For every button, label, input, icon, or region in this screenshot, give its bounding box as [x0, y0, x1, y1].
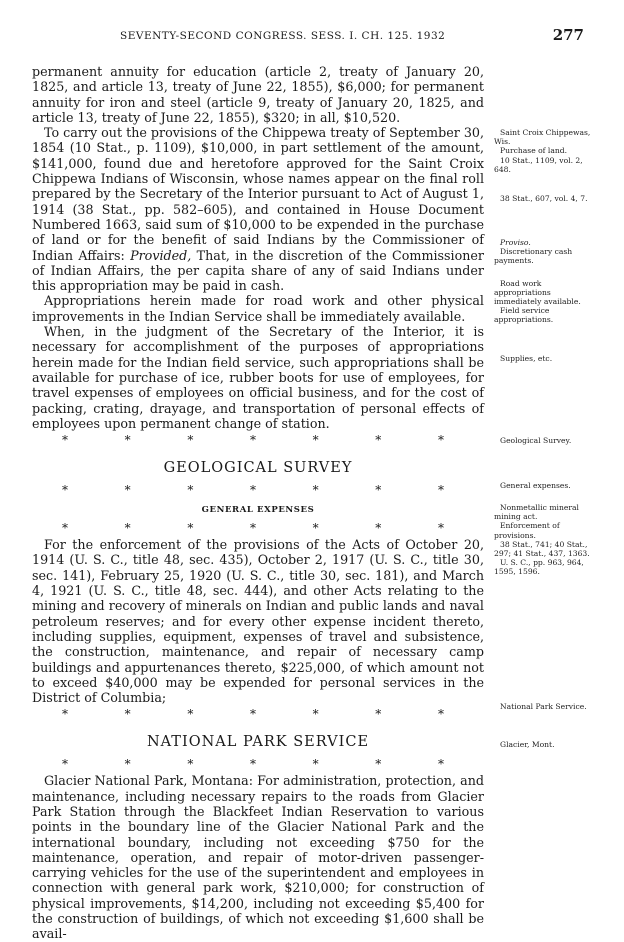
star: *	[312, 757, 319, 772]
star: *	[124, 483, 131, 498]
star: *	[437, 433, 444, 448]
margin-note-text: Supplies, etc.	[500, 354, 553, 363]
running-head: SEVENTY-SECOND CONGRESS. SESS. I. CH. 125. 1932	[120, 30, 446, 42]
margin-note-text: 38 Stat., 741; 40 Stat., 297; 41 Stat., 437, 1363.	[494, 539, 590, 559]
star: *	[124, 757, 131, 772]
margin-note-text: Saint Croix Chippewas, Wis.	[494, 128, 591, 147]
star: *	[124, 521, 131, 536]
star: *	[187, 483, 194, 498]
margin-note-text: Geological Survey.	[500, 436, 572, 445]
section-title-national-park-service: NATIONAL PARK SERVICE	[146, 734, 370, 751]
margin-note-text: National Park Service.	[500, 702, 587, 711]
star: *	[187, 433, 194, 448]
star: *	[62, 707, 68, 722]
star: *	[249, 483, 256, 498]
star: *	[249, 521, 256, 536]
margin-note-text: Glacier, Mont.	[500, 740, 555, 749]
margin-note-text: Field service appropriations.	[494, 306, 554, 325]
chippewa-text-b: That, in the discretion of the Commissioner of Indian Affairs, the per capita share of any of said Indians under this appropriation may be paid in cash.	[32, 247, 484, 294]
running-header	[0, 26, 624, 50]
paragraph-field-service: When, in the judgment of the Secretary of the Interior, it is necessary for accomplishment of the purposes of appropriations herein made for the Indian field service, such appropriations shall be available for purchase of ice, rubber boots for use of employees, for travel expenses of employees on official business, and for the cost of packing, crating, drayage, and transportation of personal effects of employees upon permanent change of station.	[32, 324, 484, 431]
star: *	[312, 521, 319, 536]
star: *	[124, 707, 131, 722]
section-break-stars	[32, 707, 484, 721]
paragraph-glacier-park: Glacier National Park, Montana: For administration, protection, and maintenance, including necessary repairs to the roads from Glacier Park Station through the Blackfeet Indian Reservation to various points in the boundary line of the Glacier National Park and the international boundary, including not exceeding $750 for the maintenance, operation, and repair of motor-driven passenger-carrying vehicles for the use of the superintendent and employees in connection with general park work, $210,000; for construction of physical improvements, $14,200, including not exceeding $5,400 for the construction of buildings, of which not exceeding $1,600 shall be avail-	[32, 773, 484, 942]
star: *	[124, 433, 131, 448]
star: *	[62, 521, 68, 536]
section-break-stars	[32, 483, 484, 497]
star: *	[437, 483, 444, 498]
star: *	[437, 521, 444, 536]
section-break-stars	[32, 757, 484, 771]
star: *	[62, 433, 68, 448]
margin-note-general-expenses	[494, 481, 600, 490]
star: *	[375, 757, 382, 772]
margin-note-text: Proviso.	[500, 238, 531, 247]
margin-note-text: 38 Stat., 607, vol. 4, 7.	[500, 194, 588, 203]
star: *	[437, 757, 444, 772]
star: *	[249, 757, 256, 772]
star: *	[187, 707, 194, 722]
star: *	[187, 757, 194, 772]
margin-note-text: 10 Stat., 1109, vol. 2, 648.	[494, 155, 583, 174]
margin-note-text: General expenses.	[500, 481, 571, 490]
section-break-stars	[32, 433, 484, 447]
star: *	[312, 433, 319, 448]
margin-note-nonmetallic	[494, 503, 600, 577]
margin-note-road-work	[494, 279, 600, 307]
margin-note-text: Enforcement of provisions.	[494, 521, 560, 540]
star: *	[375, 707, 382, 722]
margin-note-text: U. S. C., pp. 963, 964, 1595, 1596.	[494, 558, 584, 577]
star: *	[312, 707, 319, 722]
margin-note-text: Nonmetallic mineral mining act.	[494, 503, 579, 522]
star: *	[62, 757, 68, 772]
chippewa-text-a: To carry out the provisions of the Chippewa treaty of September 30, 1854 (10 Stat., p. 1109), $10,000, in part settlement of the amount, $141,000, found due and heretofore approved for the Saint Croix Chippewa Indians of Wisconsin, whose names appear on the final roll prepared by the Secretary of the Interior pursuant to Act of August 1, 1914 (38 Stat., pp. 582–605), and contained in House Document Numbered 1663, said sum of $10,000 to be expended in the purchase of land or for the benefit of said Indians by the Commissioner of Indian Affairs:	[32, 125, 484, 263]
star: *	[312, 483, 319, 498]
star: *	[375, 521, 382, 536]
proviso-word: Provided,	[130, 247, 192, 263]
section-break-stars	[32, 521, 484, 535]
margin-note-text: Purchase of land.	[500, 146, 568, 156]
star: *	[249, 433, 256, 448]
star: *	[249, 707, 256, 722]
margin-note-38-stat	[494, 194, 600, 203]
margin-note-text: Road work appropriations immediately available.	[494, 279, 581, 307]
paragraph-mineral-enforcement: For the enforcement of the provisions of the Acts of October 20, 1914 (U. S. C., title 48, sec. 435), October 2, 1917 (U. S. C., title 30, sec. 141), February 25, 1920 (U. S. C., title 30, sec. 181), and March 4, 1921 (U. S. C., title 48, sec. 444), and other Acts relating to the mining and recovery of minerals on Indian and public lands and naval petroleum reserves; and for every other expense incident thereto, including supplies, equipment, expenses of travel and subsistence, the construction, maintenance, and repair of necessary camp buildings and appurtenances thereto, $225,000, of which amount not to exceed $40,000 may be expended for personal services in the District of Columbia;	[32, 537, 484, 706]
star: *	[187, 521, 194, 536]
margin-note-geological	[494, 436, 600, 445]
page-number: 277	[552, 26, 584, 44]
margin-note-proviso	[494, 238, 600, 266]
star: *	[375, 483, 382, 498]
section-title-geological-survey: GEOLOGICAL SURVEY	[163, 460, 353, 477]
subsection-title-general-expenses: GENERAL EXPENSES	[201, 505, 315, 516]
paragraph-chippewa	[32, 125, 484, 293]
margin-note-text: Discretionary cash payments.	[494, 247, 573, 266]
star: *	[375, 433, 382, 448]
margin-note-field-service	[494, 306, 600, 324]
margin-note-glacier	[494, 740, 600, 749]
star: *	[62, 483, 68, 498]
star: *	[437, 707, 444, 722]
paragraph-road-work: Appropriations herein made for road work and other physical improvements in the Indian Service shall be immediately available.	[32, 293, 484, 324]
margin-note-park-service	[494, 702, 600, 711]
margin-note-chippewa	[494, 128, 600, 174]
main-text	[32, 64, 484, 942]
margin-note-supplies	[494, 354, 600, 363]
paragraph-annuity: permanent annuity for education (article 2, treaty of January 20, 1825, and article 13, treaty of June 22, 1855), $6,000; for permanent annuity for iron and steel (article 9, treaty of January 20, 1825, and article 13, treaty of June 22, 1855), $320; in all, $10,520.	[32, 64, 484, 125]
